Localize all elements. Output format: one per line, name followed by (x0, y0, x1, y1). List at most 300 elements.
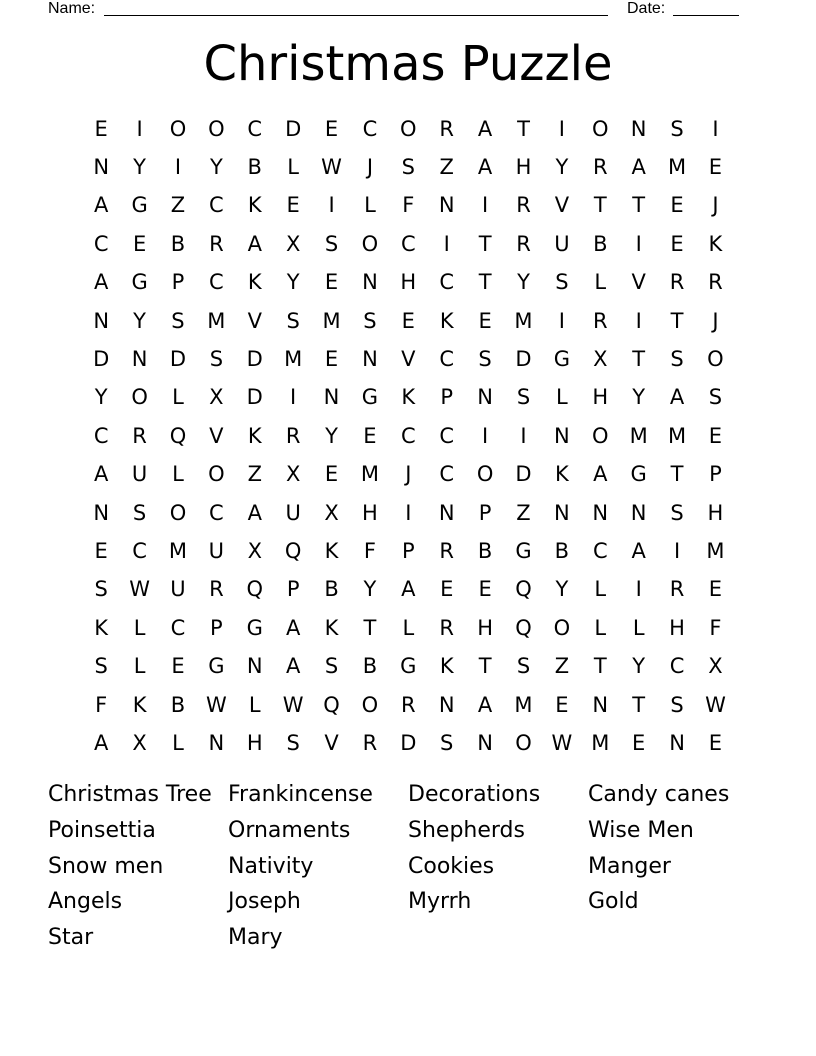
grid-letter: D (169, 347, 187, 372)
grid-letter: D (400, 730, 417, 755)
letter-grid (82, 110, 735, 763)
date-blank-line (673, 0, 739, 16)
grid-letter: W (129, 577, 150, 602)
grid-letter: N (592, 500, 609, 525)
date-label: Date: (627, 0, 666, 17)
grid-letter: N (323, 385, 340, 410)
grid-letter: D (246, 347, 263, 372)
grid-letter: I (520, 423, 527, 448)
grid-letter: P (210, 615, 223, 640)
grid-letter: E (324, 116, 339, 141)
grid-letter: R (439, 538, 454, 563)
grid-letter: Q (169, 423, 187, 448)
grid-letter: E (670, 231, 684, 256)
grid-letter: C (209, 193, 224, 218)
grid-letter: E (708, 155, 723, 180)
grid-letter: M (667, 155, 687, 180)
grid-letter: G (553, 347, 571, 372)
grid-letter: S (670, 116, 684, 141)
grid-letter: R (439, 116, 454, 141)
grid-letter: Y (286, 270, 300, 295)
grid-letter: E (401, 308, 415, 333)
grid-letter: Y (133, 308, 146, 333)
grid-letter: B (477, 538, 493, 563)
word-list-item: Myrrh (408, 889, 472, 915)
grid-letter: B (170, 231, 186, 256)
grid-letter: N (630, 500, 647, 525)
grid-letter: N (438, 500, 455, 525)
grid-letter: C (400, 231, 416, 256)
grid-letter: E (132, 231, 147, 256)
grid-letter: J (405, 462, 412, 487)
grid-letter: T (593, 193, 607, 218)
grid-letter: K (439, 308, 454, 333)
grid-letter: N (93, 308, 110, 333)
name-blank-line (104, 0, 608, 16)
grid-letter: D (285, 116, 302, 141)
grid-letter: A (477, 155, 493, 180)
grid-letter: N (208, 730, 225, 755)
grid-letter: A (401, 577, 416, 602)
grid-letter: T (632, 692, 646, 717)
grid-letter: G (515, 538, 532, 563)
grid-letter: U (554, 231, 570, 256)
grid-letter: E (632, 730, 646, 755)
grid-letter: K (324, 615, 339, 640)
grid-letter: W (321, 155, 342, 180)
header-line (0, 0, 816, 20)
grid-letter: J (712, 308, 719, 333)
grid-letter: R (592, 155, 608, 180)
grid-letter: S (209, 347, 224, 372)
word-list-item: Poinsettia (48, 817, 156, 843)
grid-letter: K (247, 270, 262, 295)
grid-letter: Q (284, 538, 302, 563)
grid-letter: S (516, 654, 531, 679)
grid-letter: R (401, 692, 416, 717)
grid-letter: R (708, 270, 723, 295)
grid-letter: O (169, 116, 187, 141)
grid-letter: Y (133, 155, 146, 180)
grid-letter: A (94, 193, 109, 218)
grid-letter: T (478, 270, 492, 295)
grid-letter: X (209, 385, 224, 410)
grid-letter: S (670, 692, 684, 717)
grid-letter: K (94, 615, 109, 640)
grid-letter: R (285, 423, 301, 448)
word-list-item: Ornaments (228, 817, 351, 843)
grid-letter: M (284, 347, 303, 372)
grid-letter: I (558, 116, 565, 141)
grid-letter: Q (515, 577, 532, 602)
grid-letter: M (629, 423, 648, 448)
grid-letter: K (554, 462, 569, 487)
grid-letter: O (169, 500, 187, 525)
grid-letter: X (247, 538, 262, 563)
word-list-item: Star (48, 925, 94, 951)
grid-letter: B (324, 577, 339, 602)
grid-letter: N (477, 730, 493, 755)
grid-letter: Y (555, 577, 569, 602)
grid-letter: A (247, 231, 262, 256)
grid-letter: E (324, 270, 339, 295)
grid-letter: Y (209, 155, 223, 180)
word-list-item: Snow men (48, 853, 164, 879)
grid-letter: C (439, 423, 455, 448)
grid-letter: N (554, 500, 570, 525)
grid-letter: N (438, 193, 455, 218)
grid-letter: V (631, 270, 646, 295)
grid-letter: N (592, 692, 609, 717)
grid-letter: N (554, 423, 570, 448)
grid-letter: E (286, 193, 300, 218)
grid-letter: U (285, 500, 301, 525)
grid-letter: L (133, 654, 146, 679)
grid-letter: O (592, 423, 609, 448)
grid-letter: T (363, 615, 377, 640)
grid-letter: M (322, 308, 341, 333)
grid-letter: C (209, 500, 224, 525)
grid-letter: V (554, 193, 570, 218)
grid-letter: Z (439, 155, 454, 180)
grid-letter: Y (325, 423, 338, 448)
grid-letter: T (670, 308, 684, 333)
grid-letter: G (361, 385, 379, 410)
grid-letter: V (401, 347, 416, 372)
grid-letter: Z (554, 654, 570, 679)
grid-letter: J (366, 155, 374, 180)
grid-letter: D (246, 385, 263, 410)
grid-letter: E (478, 577, 492, 602)
grid-letter: E (555, 692, 569, 717)
grid-letter: I (290, 385, 297, 410)
word-list-item: Joseph (228, 889, 301, 915)
grid-letter: G (246, 615, 263, 640)
grid-letter: A (631, 538, 646, 563)
grid-letter: M (591, 730, 610, 755)
grid-letter: A (94, 730, 109, 755)
grid-letter: M (667, 423, 687, 448)
grid-letter: A (285, 654, 301, 679)
grid-letter: C (592, 538, 608, 563)
grid-letter: R (209, 577, 224, 602)
grid-letter: K (439, 654, 454, 679)
grid-letter: V (247, 308, 262, 333)
grid-letter: P (171, 270, 185, 295)
grid-letter: Q (323, 692, 340, 717)
grid-letter: A (247, 500, 262, 525)
grid-letter: K (401, 385, 416, 410)
word-list-item: Frankincense (228, 782, 373, 807)
grid-letter: S (440, 730, 454, 755)
grid-letter: L (402, 615, 415, 640)
word-list-item: Shepherds (408, 817, 525, 843)
grid-letter: L (364, 193, 376, 218)
grid-letter: N (630, 116, 647, 141)
grid-letter: I (328, 193, 335, 218)
grid-letter: E (94, 538, 108, 563)
grid-letter: Q (515, 615, 532, 640)
grid-letter: E (324, 462, 339, 487)
grid-letter: O (400, 116, 417, 141)
grid-letter: R (516, 193, 531, 218)
grid-letter: P (440, 385, 454, 410)
grid-letter: K (247, 193, 262, 218)
grid-letter: X (324, 500, 339, 525)
grid-letter: U (170, 577, 186, 602)
grid-letter: A (94, 462, 109, 487)
grid-letter: I (673, 538, 681, 563)
grid-letter: L (594, 270, 607, 295)
grid-letter: C (439, 462, 455, 487)
grid-letter: M (168, 538, 188, 563)
grid-letter: O (361, 231, 379, 256)
grid-letter: A (631, 155, 646, 180)
grid-letter: E (708, 730, 723, 755)
grid-letter: G (131, 193, 148, 218)
grid-letter: R (132, 423, 147, 448)
grid-letter: I (635, 308, 642, 333)
grid-letter: Y (517, 270, 530, 295)
grid-letter: S (708, 385, 723, 410)
grid-letter: H (477, 615, 493, 640)
grid-letter: B (170, 692, 186, 717)
grid-letter: T (632, 347, 646, 372)
grid-letter: S (516, 385, 531, 410)
grid-letter: C (93, 231, 109, 256)
grid-letter: N (477, 385, 493, 410)
grid-letter: R (439, 615, 454, 640)
grid-letter: R (592, 308, 608, 333)
grid-letter: M (207, 308, 226, 333)
grid-letter: Q (246, 577, 264, 602)
grid-letter: Y (94, 385, 108, 410)
grid-letter: S (478, 347, 492, 372)
grid-letter: F (363, 538, 376, 563)
grid-letter: I (482, 193, 489, 218)
grid-letter: I (558, 308, 565, 333)
grid-letter: I (405, 500, 412, 525)
grid-letter: W (282, 692, 304, 717)
grid-letter: H (246, 730, 263, 755)
grid-letter: Y (555, 155, 569, 180)
grid-letter: I (482, 423, 489, 448)
grid-letter: S (286, 730, 300, 755)
grid-letter: X (285, 231, 301, 256)
grid-letter: O (208, 116, 225, 141)
word-list-item: Christmas Tree (48, 782, 212, 807)
grid-letter: O (208, 462, 225, 487)
grid-letter: H (669, 615, 685, 640)
grid-letter: C (439, 270, 455, 295)
grid-letter: Z (170, 193, 186, 218)
grid-letter: L (172, 462, 184, 487)
grid-letter: N (669, 730, 685, 755)
grid-letter: A (593, 462, 608, 487)
grid-letter: P (286, 577, 300, 602)
grid-letter: E (708, 423, 723, 448)
grid-letter: B (593, 231, 608, 256)
grid-letter: X (708, 654, 723, 679)
grid-letter: O (707, 347, 724, 372)
grid-letter: F (402, 193, 415, 218)
grid-letter: C (93, 423, 109, 448)
grid-letter: C (362, 116, 378, 141)
grid-letter: P (401, 538, 415, 563)
grid-letter: I (635, 231, 642, 256)
grid-letter: M (706, 538, 725, 563)
grid-letter: E (478, 308, 492, 333)
grid-letter: T (517, 116, 530, 141)
grid-letter: K (324, 538, 339, 563)
grid-letter: L (287, 155, 299, 180)
grid-letter: J (712, 193, 719, 218)
grid-letter: U (131, 462, 148, 487)
page-title: Christmas Puzzle (203, 36, 613, 92)
grid-letter: N (362, 270, 378, 295)
grid-letter: E (708, 577, 723, 602)
grid-letter: F (709, 615, 722, 640)
grid-letter: R (362, 730, 378, 755)
grid-letter: C (209, 270, 224, 295)
grid-letter: O (361, 692, 379, 717)
grid-letter: X (285, 462, 301, 487)
grid-letter: N (131, 347, 148, 372)
grid-letter: C (400, 423, 416, 448)
grid-letter: M (514, 692, 533, 717)
grid-letter: N (362, 347, 378, 372)
grid-letter: G (630, 462, 647, 487)
grid-letter: L (556, 385, 568, 410)
grid-letter: S (324, 231, 339, 256)
word-list-item: Candy canes (588, 782, 730, 807)
grid-letter: C (132, 538, 147, 563)
grid-letter: R (516, 231, 531, 256)
grid-letter: R (669, 270, 685, 295)
grid-letter: V (324, 730, 339, 755)
grid-letter: N (438, 692, 455, 717)
grid-letter: S (94, 577, 108, 602)
grid-letter: H (592, 385, 609, 410)
grid-letter: E (440, 577, 454, 602)
grid-letter: R (209, 231, 224, 256)
grid-letter: S (171, 308, 185, 333)
grid-letter: Y (363, 577, 377, 602)
grid-letter: A (477, 692, 493, 717)
grid-letter: T (670, 462, 684, 487)
grid-letter: S (670, 500, 684, 525)
grid-letter: S (401, 155, 415, 180)
grid-letter: W (551, 730, 573, 755)
grid-letter: N (246, 654, 263, 679)
word-list-item: Manger (588, 853, 671, 879)
grid-letter: H (400, 270, 417, 295)
grid-letter: E (171, 654, 185, 679)
grid-letter: L (632, 615, 645, 640)
grid-letter: M (514, 308, 533, 333)
grid-letter: X (132, 730, 147, 755)
grid-letter: E (670, 193, 684, 218)
grid-letter: A (477, 116, 493, 141)
grid-letter: T (478, 654, 492, 679)
grid-letter: T (593, 654, 607, 679)
grid-letter: Y (632, 385, 646, 410)
grid-letter: V (209, 423, 224, 448)
grid-letter: I (174, 155, 182, 180)
grid-letter: Y (632, 654, 646, 679)
grid-letter: A (669, 385, 685, 410)
grid-letter: S (94, 654, 108, 679)
grid-letter: L (248, 692, 261, 717)
grid-letter: O (515, 730, 532, 755)
grid-letter: B (247, 155, 262, 180)
grid-letter: T (478, 231, 492, 256)
word-list-item: Angels (48, 889, 123, 915)
grid-letter: E (94, 116, 108, 141)
grid-letter: H (515, 155, 532, 180)
grid-letter: H (362, 500, 378, 525)
grid-letter: L (172, 730, 184, 755)
word-list-item: Nativity (228, 853, 314, 879)
grid-letter: S (286, 308, 300, 333)
grid-letter: D (515, 347, 532, 372)
grid-letter: G (208, 654, 225, 679)
grid-letter: F (95, 692, 108, 717)
grid-letter: C (247, 116, 263, 141)
word-list (48, 779, 768, 958)
grid-letter: L (594, 577, 607, 602)
grid-letter: T (632, 193, 646, 218)
grid-letter: B (362, 654, 378, 679)
grid-letter: P (709, 462, 722, 487)
word-list-item: Decorations (408, 782, 541, 807)
grid-letter: R (669, 577, 685, 602)
grid-letter: P (478, 500, 492, 525)
grid-letter: D (515, 462, 532, 487)
name-label: Name: (48, 0, 96, 17)
grid-letter: I (712, 116, 719, 141)
grid-letter: O (592, 116, 609, 141)
grid-letter: M (360, 462, 379, 487)
grid-letter: X (593, 347, 608, 372)
grid-letter: L (133, 615, 146, 640)
grid-letter: N (93, 155, 110, 180)
grid-letter: L (594, 615, 607, 640)
word-list-item: Gold (588, 889, 639, 915)
grid-letter: H (707, 500, 724, 525)
grid-letter: G (400, 654, 417, 679)
grid-letter: O (131, 385, 148, 410)
grid-letter: S (324, 654, 339, 679)
grid-letter: E (324, 347, 339, 372)
grid-letter: S (132, 500, 147, 525)
grid-letter: I (443, 231, 450, 256)
grid-letter: C (170, 615, 186, 640)
grid-letter: C (439, 347, 455, 372)
grid-letter: W (705, 692, 726, 717)
grid-letter: A (94, 270, 109, 295)
word-list-item: Mary (228, 925, 283, 951)
grid-letter: I (635, 577, 642, 602)
grid-letter: A (285, 615, 301, 640)
grid-letter: B (554, 538, 570, 563)
grid-letter: K (132, 692, 147, 717)
grid-letter: Z (247, 462, 262, 487)
grid-letter: I (136, 116, 143, 141)
grid-letter: S (555, 270, 569, 295)
grid-letter: D (93, 347, 110, 372)
grid-letter: U (208, 538, 225, 563)
